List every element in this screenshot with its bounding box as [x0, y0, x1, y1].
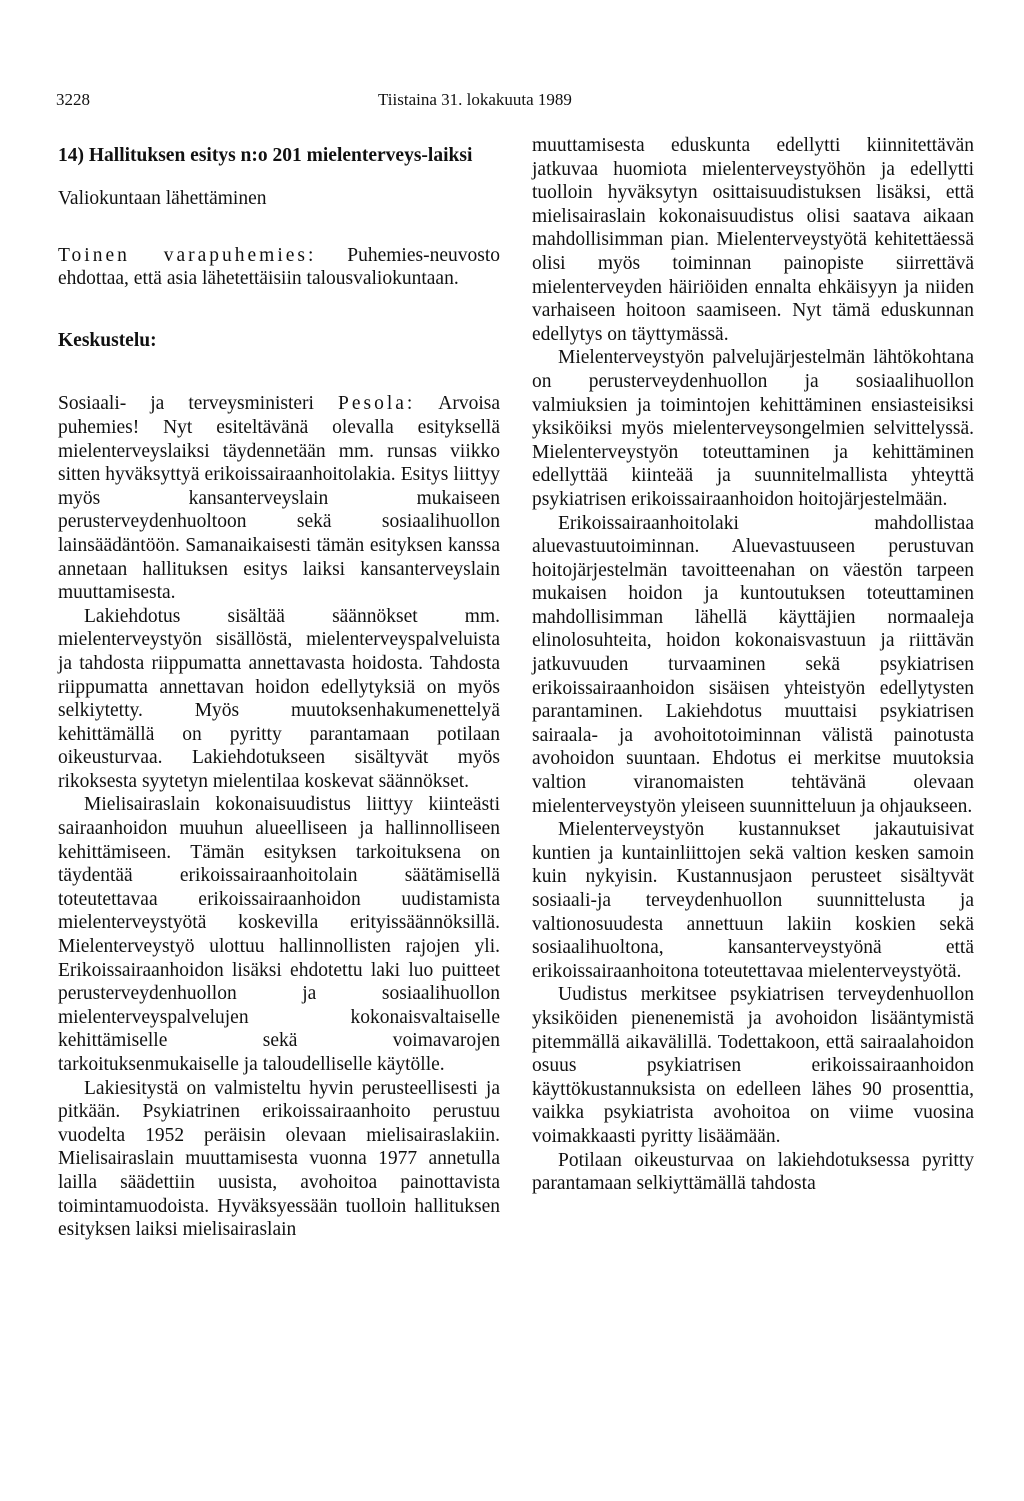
chair-statement-text: Puhemies-neuvosto ehdottaa, että asia lähetettäisiin talousvaliokuntaan.	[58, 244, 500, 290]
agenda-item-title: 14) Hallituksen esitys n:o 201 mielenterveys-laiksi	[58, 145, 473, 166]
body-paragraph: Lakiehdotus sisältää säännökset mm. mielenterveystyön sisällöstä, mielenterveyspalveluista ja tahdosta riippumatta annettavasta hoidosta. Tahdosta riippumatta annettavan hoidon edellytyksiä on myös selkiytetty. Myös muutoksenhakumenettelyä kehittämällä on pyritty parantamaan potilaan oikeusturvaa. Lakiehdotukseen sisältyvät myös rikoksesta syytetyn mielentilaa koskevat säännökset.	[58, 605, 500, 792]
body-paragraph: Mielenterveystyön kustannukset jakautuisivat kuntien ja kuntainliittojen sekä valtion kesken samoin kuin nykyisin. Kustannusjaon perusteet sisältyvät sosiaali-ja terveydenhuollon suunnittelusta ja valtionosuudesta annettuun lakiin koskien sekä sosiaalihuoltona, kansanterveystyönä että erikoissairaanhoitona toteutettavaa mielenterveystyötä.	[532, 819, 974, 982]
body-paragraph: Mielenterveystyön palvelujärjestelmän lähtökohtana on perusterveydenhuollon ja sosiaalihuollon valmiuksien ja toimintojen kehittäminen ensiasteisiksi yksiköiksi myös mielenterveysongelmien selvittelyssä. Mielenterveystyön toteuttaminen ja kehittäminen edellyttää kiinteää ja suunnitelmallista yhteyttä psykiatrisen erikoissairaanhoidon hoitojärjestelmään.	[532, 347, 974, 510]
right-column	[532, 134, 974, 1196]
minister-title: Sosiaali- ja terveysministeri	[58, 393, 338, 415]
minister-speech	[58, 392, 500, 604]
agenda-item-subheading: Valiokuntaan lähettäminen	[58, 188, 267, 209]
discussion-heading: Keskustelu:	[58, 329, 157, 351]
body-paragraph: muuttamisesta eduskunta edellytti kiinnitettävän jatkuvaa huomiota mielenterveystyöhön ja edellytti tuolloin hyväksytyn osittaisuudistuksen lisäksi, että mielisairaslain kokonaisuudistus olisi saatava aikaan mahdollisimman pian. Mielenterveystyötä kehitettäessä olisi myös toiminnan painopiste siirrettävä mielenterveyden häiriöiden ennalta ehkäisyyn ja niiden varhaiseen hoitoon saamiseen. Nyt tämä eduskunnan edellytys on täyttymässä.	[532, 135, 974, 345]
body-paragraph: Lakiesitystä on valmisteltu hyvin perusteellisesti ja pitkään. Psykiatrinen erikoissairaanhoito perustuu vuodelta 1952 peräisin olevaan mielisairaslakiin. Mielisairaslain muuttamisesta vuonna 1977 annetulla lailla säädettiin uusista, avohoitoa painottavista toimintamuodoista. Hyväksyessään tuolloin hallituksen esityksen laiksi mielisairaslain	[58, 1077, 500, 1241]
left-column	[58, 134, 500, 1242]
chair-speaker: Toinen varapuhemies:	[58, 244, 317, 266]
chair-statement	[58, 244, 500, 291]
body-paragraph: Potilaan oikeusturvaa on lakiehdotuksessa pyritty parantamaan selkiyttämällä tahdosta	[532, 1149, 974, 1195]
body-paragraph: Mielisairaslain kokonaisuudistus liittyy kiinteästi sairaanhoidon muuhun alueelliseen ja hallinnolliseen kehittämiseen. Tämän esityksen tarkoituksena on täydentää erikoissairaanhoitolain säätämisellä toteutettavaa erikoissairaanhoidon uudistamista mielenterveystyötä koskevilla erityissäännöksillä. Mielenterveystyö ulottuu hallinnollisten rajojen yli. Erikoissairaanhoidon lisäksi ehdotettu laki luo puitteet perusterveydenhuollon ja sosiaalihuollon mielenterveyspalvelujen kokonaisvaltaiselle kehittämiselle sekä voimavarojen tarkoituksenmukaiselle ja taloudelliselle käytölle.	[58, 794, 500, 1075]
session-date: Tiistaina 31. lokakuuta 1989	[378, 90, 572, 109]
minister-speech-text: Arvoisa puhemies! Nyt esiteltävänä olevalla esityksellä mielenterveyslaiksi täydennetään mm. runsas viikko sitten hyväksyttyä erikoissairaanhoitolakia. Esitys liittyy myös kansanterveyslain mukaiseen perusterveydenhuoltoon sekä sosiaalihuollon lainsäädäntöön. Samanaikaisesti tämän esityksen kanssa annetaan hallituksen esitys laiksi kansanterveyslain muuttamisesta.	[58, 393, 500, 604]
body-paragraph: Uudistus merkitsee psykiatrisen terveydenhuollon yksiköiden pienenemistä ja avohoidon lisääntymistä pitemmällä aikavälillä. Todettakoon, että sairaalahoidon osuus psykiatrisen erikoissairaanhoidon käyttökustannuksista on edelleen lähes 90 prosenttia, vaikka psykiatrista avohoitoa on viime vuosina voimakkaasti pyritty lisäämään.	[532, 984, 974, 1147]
minister-name: Pesola:	[337, 393, 416, 415]
page-number: 3228	[56, 90, 90, 109]
page-header	[56, 90, 976, 118]
body-paragraph: Erikoissairaanhoitolaki mahdollistaa aluevastuutoiminnan. Aluevastuuseen perustuvan hoitojärjestelmän tavoitteenahan on väestön tarpeen mukaisen hoidon ja kuntoutuksen toteuttaminen mahdollisimman lähellä käyttäjien normaaleja elinolosuhteita, hoidon kokonaisvastuun ja riittävän jatkuvuuden turvaaminen sekä psykiatrisen erikoissairaanhoidon sisäisen yhteistyön edellytysten parantaminen. Lakiehdotus muuttaisi psykiatrisen sairaala- ja avohoitotoiminnan välistä painotusta avohoidon suuntaan. Ehdotus ei merkitse muutoksia valtion viranomaisten tehtävänä olevaan mielenterveystyön yleiseen suunnitteluun ja ohjaukseen.	[532, 512, 974, 817]
